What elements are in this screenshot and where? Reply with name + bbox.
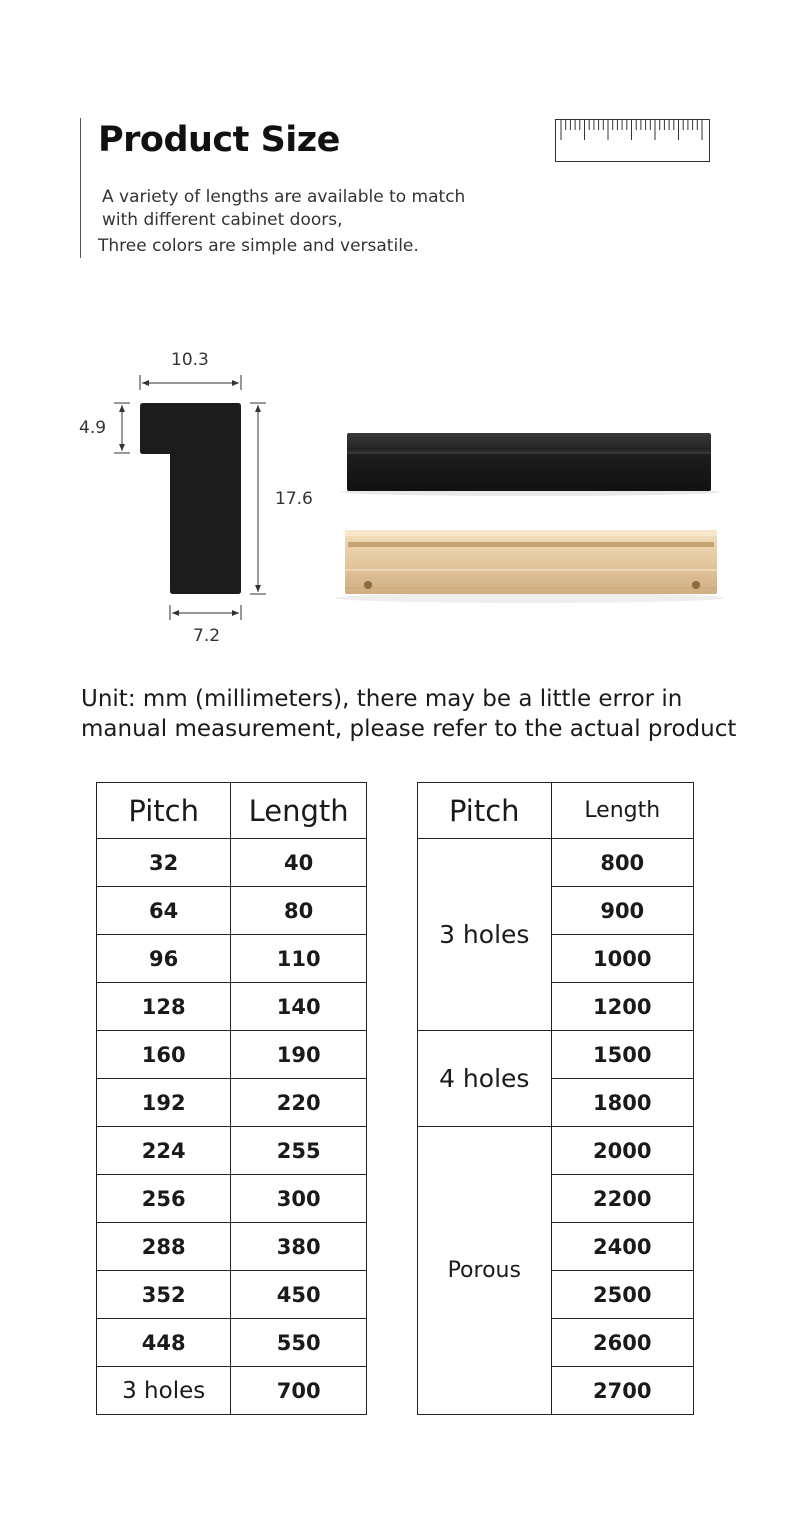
gold-handle bbox=[345, 530, 717, 594]
table-row bbox=[97, 1367, 367, 1415]
table-row bbox=[97, 1223, 367, 1271]
pitch-cell: 96 bbox=[97, 935, 231, 983]
length-cell: 700 bbox=[231, 1367, 367, 1415]
pitch-cell: 128 bbox=[97, 983, 231, 1031]
length-cell: 220 bbox=[231, 1079, 367, 1127]
length-cell: 2200 bbox=[551, 1175, 693, 1223]
table-row bbox=[97, 935, 367, 983]
table-row bbox=[418, 1127, 694, 1175]
description-line-3: Three colors are simple and versatile. bbox=[98, 236, 419, 256]
pitch-cell: 256 bbox=[97, 1175, 231, 1223]
length-cell: 140 bbox=[231, 983, 367, 1031]
table-row bbox=[97, 1175, 367, 1223]
header-pitch: Pitch bbox=[97, 783, 231, 839]
length-cell: 380 bbox=[231, 1223, 367, 1271]
length-cell: 900 bbox=[551, 887, 693, 935]
unit-note-line-1: Unit: mm (millimeters), there may be a little error in bbox=[81, 686, 683, 712]
table-row bbox=[97, 1079, 367, 1127]
header-pitch: Pitch bbox=[418, 783, 552, 839]
screw-hole-left bbox=[364, 581, 372, 589]
unit-note bbox=[81, 684, 736, 744]
pitch-cell: 3 holes bbox=[97, 1367, 231, 1415]
size-table-left bbox=[96, 782, 367, 1415]
length-cell: 1500 bbox=[551, 1031, 693, 1079]
table-row bbox=[418, 839, 694, 887]
table-row bbox=[97, 983, 367, 1031]
length-cell: 40 bbox=[231, 839, 367, 887]
pitch-cell: 288 bbox=[97, 1223, 231, 1271]
length-cell: 110 bbox=[231, 935, 367, 983]
pitch-cell: 224 bbox=[97, 1127, 231, 1175]
length-cell: 2700 bbox=[551, 1367, 693, 1415]
description-line-1: A variety of lengths are available to match bbox=[102, 187, 466, 207]
ruler-icon bbox=[555, 119, 710, 162]
header-length: Length bbox=[231, 783, 367, 839]
page-title: Product Size bbox=[98, 120, 340, 160]
length-cell: 2400 bbox=[551, 1223, 693, 1271]
description-line-2: with different cabinet doors, bbox=[102, 210, 343, 230]
table-row bbox=[418, 1031, 694, 1079]
length-cell: 450 bbox=[231, 1271, 367, 1319]
length-cell: 550 bbox=[231, 1319, 367, 1367]
product-photo bbox=[330, 420, 730, 610]
length-cell: 300 bbox=[231, 1175, 367, 1223]
pitch-cell: 352 bbox=[97, 1271, 231, 1319]
length-cell: 2500 bbox=[551, 1271, 693, 1319]
size-table-right bbox=[417, 782, 694, 1415]
pitch-group-cell: 4 holes bbox=[418, 1031, 552, 1127]
length-cell: 1800 bbox=[551, 1079, 693, 1127]
pitch-cell: 192 bbox=[97, 1079, 231, 1127]
table-row bbox=[97, 839, 367, 887]
pitch-cell: 448 bbox=[97, 1319, 231, 1367]
pitch-cell: 64 bbox=[97, 887, 231, 935]
length-cell: 1200 bbox=[551, 983, 693, 1031]
table-row bbox=[97, 1031, 367, 1079]
length-cell: 190 bbox=[231, 1031, 367, 1079]
pitch-cell: 160 bbox=[97, 1031, 231, 1079]
table-row bbox=[97, 887, 367, 935]
header-length: Length bbox=[551, 783, 693, 839]
length-cell: 2600 bbox=[551, 1319, 693, 1367]
length-cell: 2000 bbox=[551, 1127, 693, 1175]
dimension-width-top: 10.3 bbox=[171, 350, 209, 370]
pitch-cell: 32 bbox=[97, 839, 231, 887]
length-cell: 800 bbox=[551, 839, 693, 887]
screw-hole-right bbox=[692, 581, 700, 589]
pitch-group-cell: Porous bbox=[418, 1127, 552, 1415]
table-row bbox=[97, 1127, 367, 1175]
unit-note-line-2: manual measurement, please refer to the actual product bbox=[81, 716, 737, 742]
header-divider bbox=[80, 118, 81, 258]
dimension-width-bottom: 7.2 bbox=[193, 626, 221, 646]
table-row bbox=[97, 1271, 367, 1319]
length-cell: 1000 bbox=[551, 935, 693, 983]
length-cell: 80 bbox=[231, 887, 367, 935]
black-handle bbox=[347, 433, 711, 491]
dimension-lip-height: 4.9 bbox=[79, 418, 107, 438]
dimension-total-height: 17.6 bbox=[275, 489, 313, 509]
table-row bbox=[97, 1319, 367, 1367]
length-cell: 255 bbox=[231, 1127, 367, 1175]
pitch-group-cell: 3 holes bbox=[418, 839, 552, 1031]
